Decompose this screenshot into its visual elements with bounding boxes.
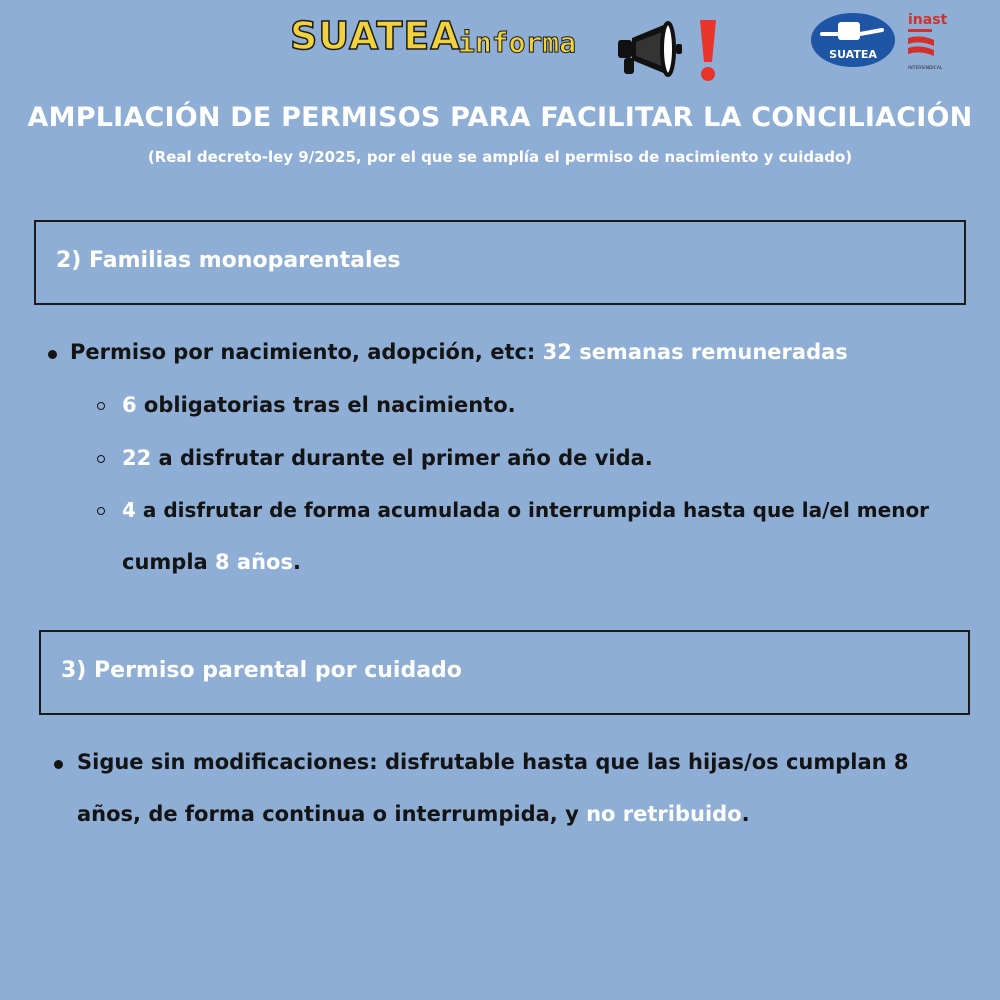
sub-1-number: 6: [122, 393, 137, 417]
sub-bullet-circle: [97, 455, 105, 463]
sub-2-number: 22: [122, 446, 152, 470]
brand-subtitle: informa: [458, 26, 577, 59]
bullet-dot: [48, 350, 57, 359]
section-3-heading: 3) Permiso parental por cuidado: [61, 658, 462, 683]
sub-1-text: obligatorias tras el nacimiento.: [136, 393, 516, 417]
brand-title: SUATEA: [290, 14, 461, 58]
inast-logo-sub: INTERSINDICAL: [908, 66, 943, 71]
bullet-highlight: 32 semanas remuneradas: [542, 340, 848, 364]
inast-logo: [906, 12, 958, 72]
section-3-heading-box: [39, 630, 970, 715]
suatea-logo-text: SUATEA: [829, 48, 877, 61]
sub-3-text: a disfrutar de forma acumulada o interrumpida hasta que la/el menor: [135, 498, 930, 522]
inast-logo-text: inast: [908, 12, 948, 28]
section-3-bullet-line-1: [77, 750, 909, 774]
sub-3-cont-highlight: 8 años: [215, 550, 293, 574]
suatea-logo: [810, 12, 896, 68]
section-2-heading: 2) Familias monoparentales: [56, 248, 401, 273]
section-3-highlight: no retribuido: [586, 802, 742, 826]
section-2-sub-3-continued: [122, 550, 301, 574]
section-2-bullet: [70, 340, 848, 364]
sub-3-number: 4: [122, 498, 136, 522]
exclamation-icon: [695, 16, 721, 84]
section-2-sub-2: [122, 446, 653, 470]
section-2-sub-3: [122, 498, 929, 522]
sub-3-cont-text: cumpla: [122, 550, 215, 574]
section-2-sub-1: [122, 393, 516, 417]
sub-3-cont-suffix: .: [292, 550, 301, 574]
page-title: AMPLIACIÓN DE PERMISOS PARA FACILITAR LA CONCILIACIÓN: [27, 102, 973, 133]
sub-bullet-circle: [97, 507, 105, 515]
section-2-heading-box: [34, 220, 966, 305]
section-3-line-2-text: años, de forma continua o interrumpida, y: [77, 802, 587, 826]
bullet-text: Permiso por nacimiento, adopción, etc:: [70, 340, 543, 364]
header: [0, 0, 1000, 90]
megaphone-icon: [614, 18, 692, 80]
sub-bullet-circle: [97, 402, 105, 410]
section-3-bullet-line-2: [77, 802, 750, 826]
bullet-dot: [54, 760, 63, 769]
sub-2-text: a disfrutar durante el primer año de vida.: [151, 446, 653, 470]
section-3-line-2-suffix: .: [741, 802, 750, 826]
page-subtitle: (Real decreto-ley 9/2025, por el que se amplía el permiso de nacimiento y cuidado): [147, 148, 853, 166]
section-3-line-1-text: Sigue sin modificaciones: disfrutable hasta que las hijas/os cumplan 8: [77, 750, 909, 774]
